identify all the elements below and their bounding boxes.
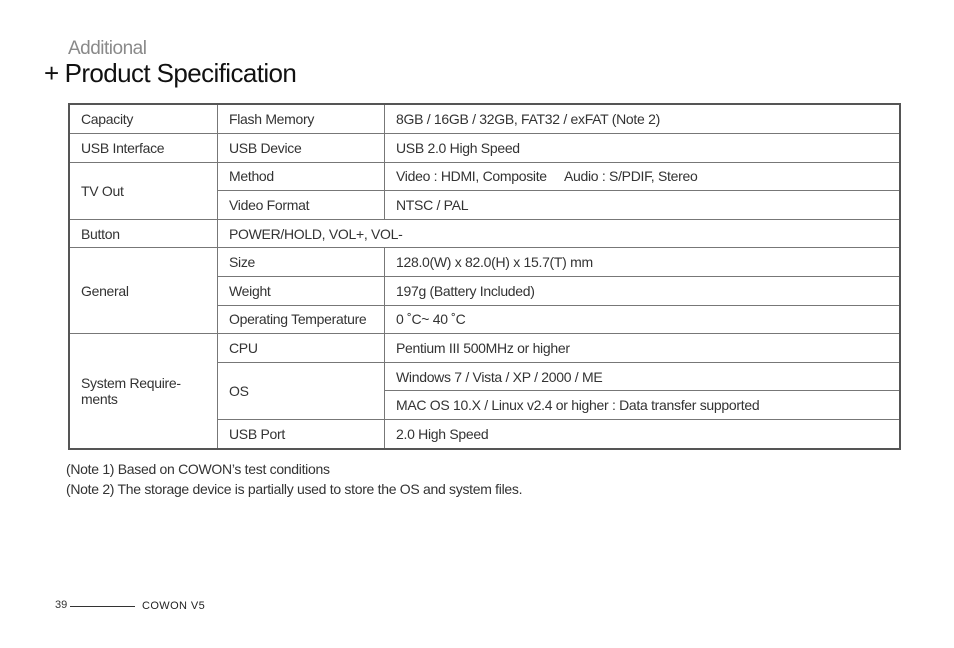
spec-value: MAC OS 10.X / Linux v2.4 or higher : Data transfer supported bbox=[385, 391, 901, 420]
spec-value: 0 ˚C~ 40 ˚C bbox=[385, 305, 901, 334]
spec-value: 128.0(W) x 82.0(H) x 15.7(T) mm bbox=[385, 248, 901, 277]
spec-value: Pentium III 500MHz or higher bbox=[385, 334, 901, 363]
spec-value: Windows 7 / Vista / XP / 2000 / ME bbox=[385, 362, 901, 391]
page-title bbox=[44, 58, 296, 89]
spec-category: Button bbox=[69, 219, 218, 248]
spec-category: USB Interface bbox=[69, 133, 218, 162]
footer-brand: COWON V5 bbox=[142, 600, 206, 612]
footer-divider bbox=[70, 606, 135, 607]
spec-subcategory: Operating Temperature bbox=[218, 305, 385, 334]
table-row bbox=[69, 219, 900, 248]
note-1: (Note 1) Based on COWON’s test conditions bbox=[66, 461, 330, 477]
spec-value: 2.0 High Speed bbox=[385, 420, 901, 449]
spec-value: USB 2.0 High Speed bbox=[385, 133, 901, 162]
spec-category: System Require- ments bbox=[69, 334, 218, 449]
spec-category: General bbox=[69, 248, 218, 334]
spec-category: Capacity bbox=[69, 104, 218, 133]
spec-value: 197g (Battery Included) bbox=[385, 276, 901, 305]
spec-subcategory: Flash Memory bbox=[218, 104, 385, 133]
spec-value: POWER/HOLD, VOL+, VOL- bbox=[218, 219, 901, 248]
note-2: (Note 2) The storage device is partially used to store the OS and system files. bbox=[66, 481, 523, 497]
spec-subcategory: OS bbox=[218, 362, 385, 419]
notes bbox=[66, 459, 522, 499]
spec-subcategory: Weight bbox=[218, 276, 385, 305]
spec-subcategory: USB Port bbox=[218, 420, 385, 449]
spec-subcategory: Method bbox=[218, 162, 385, 191]
spec-subcategory: USB Device bbox=[218, 133, 385, 162]
table-row bbox=[69, 133, 900, 162]
spec-subcategory: CPU bbox=[218, 334, 385, 363]
spec-value: 8GB / 16GB / 32GB, FAT32 / exFAT (Note 2) bbox=[385, 104, 901, 133]
page-number: 39 bbox=[55, 599, 68, 611]
title-text: Product Specification bbox=[64, 58, 297, 88]
table-row bbox=[69, 162, 900, 191]
spec-subcategory: Video Format bbox=[218, 191, 385, 220]
section-label: Additional bbox=[68, 38, 147, 59]
spec-value: Video : HDMI, Composite Audio : S/PDIF, Stereo bbox=[385, 162, 901, 191]
spec-table bbox=[68, 103, 901, 450]
title-plus: + bbox=[44, 58, 59, 88]
table-row bbox=[69, 248, 900, 277]
table-row bbox=[69, 104, 900, 133]
spec-category: TV Out bbox=[69, 162, 218, 219]
spec-subcategory: Size bbox=[218, 248, 385, 277]
table-row bbox=[69, 334, 900, 363]
spec-value: NTSC / PAL bbox=[385, 191, 901, 220]
